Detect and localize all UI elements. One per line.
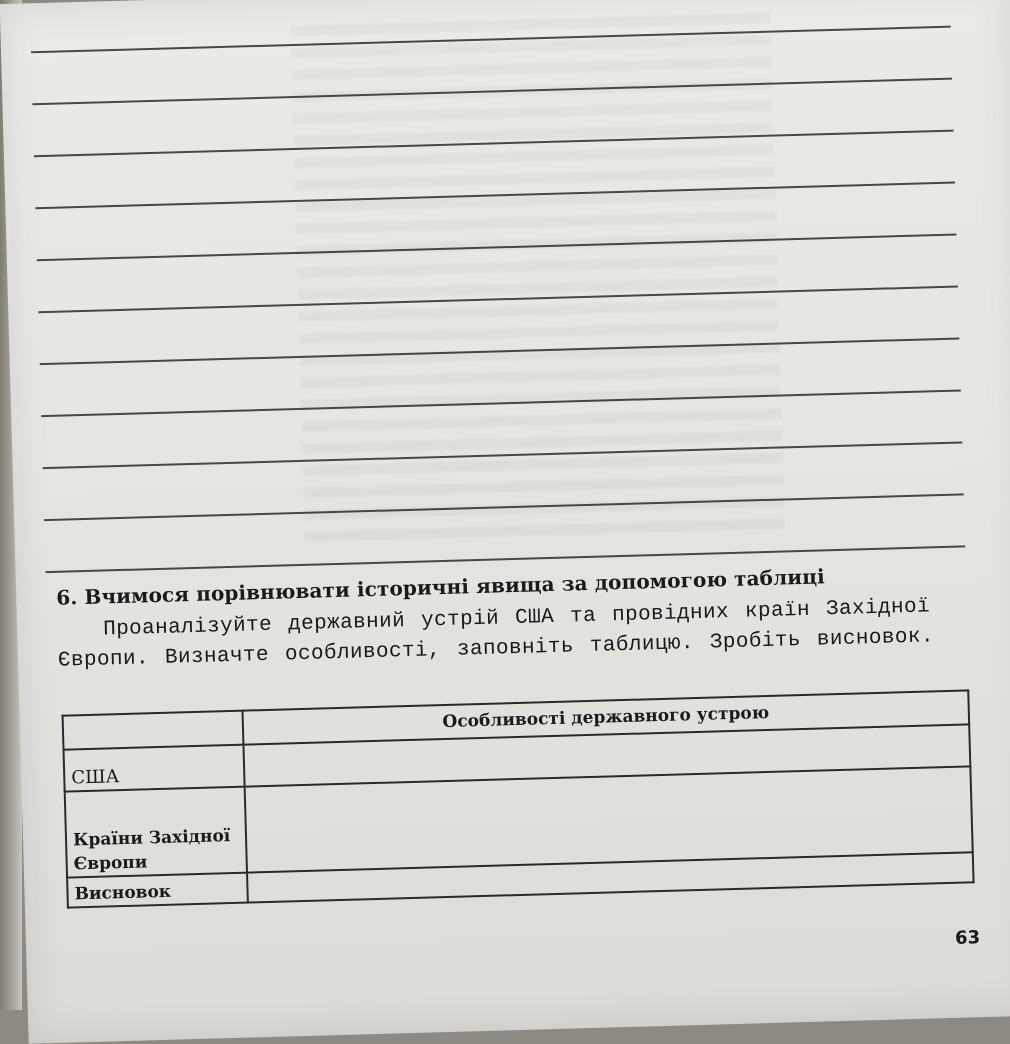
table-header-features: Особливості державного устрою xyxy=(242,690,969,744)
page-number: 63 xyxy=(954,927,981,949)
row-label-western-europe: Країни Західної Європи xyxy=(65,787,247,878)
bleed-through-text xyxy=(290,13,784,546)
comparison-table xyxy=(62,689,975,908)
row-label-usa: США xyxy=(64,745,245,792)
task-title: 6. Вчимося порівнювати історичні явища за допомогою таблиці xyxy=(55,564,826,610)
writing-line[interactable] xyxy=(46,545,966,573)
task-instructions: Проаналізуйте державний устрій США та провідних країн Західної Європи. Визначте особливості, заповніть таблицю. Зробіть висновок. xyxy=(57,595,935,673)
writing-lines xyxy=(0,0,1009,4)
table-corner-cell xyxy=(63,711,244,750)
row-label-conclusion: Висновок xyxy=(67,873,248,908)
